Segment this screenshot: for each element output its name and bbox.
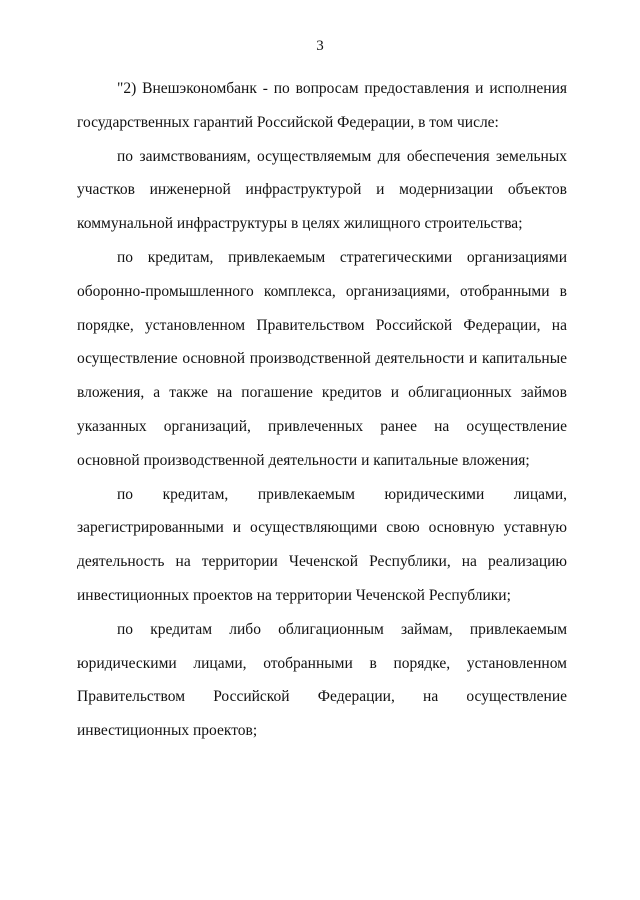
paragraph-credits-investment-projects: по кредитам либо облигационным займам, привлекаемым юридическими лицами, отобранными в порядке, установленном Правительством Российской Федерации, на осуществление инвестиционных проектов; (77, 620, 567, 740)
paragraph-borrowings-infrastructure: по заимствованиям, осуществляемым для обеспечения земельных участков инженерной инфраструктурой и модернизации объектов коммунальной инфраструктуры в целях жилищного строительства; (77, 147, 567, 233)
paragraph-credits-chechen-republic: по кредитам, привлекаемым юридическими лицами, зарегистрированными и осуществляющими свою основную уставную деятельность на территории Чеченской Республики, на реализацию инвестиционных проектов на территории Чеченской Республики; (77, 485, 567, 604)
document-body (77, 72, 567, 748)
paragraph-vnesheconombank-intro: "2) Внешэкономбанк - по вопросам предоставления и исполнения государственных гарантий Российской Федерации, в том числе: (77, 80, 567, 131)
page-number: 3 (316, 38, 324, 54)
paragraph-credits-defense-industry: по кредитам, привлекаемым стратегическими организациями оборонно-промышленного комплекса, организациями, отобранными в порядке, установленном Правительством Российской Федерации, на осуществление основной производственной деятельности и капитальные вложения, а также на погашение кредитов и облигационных займов указанных организаций, привлеченных ранее на осуществление основной производственной деятельности и капитальные вложения; (77, 248, 567, 469)
